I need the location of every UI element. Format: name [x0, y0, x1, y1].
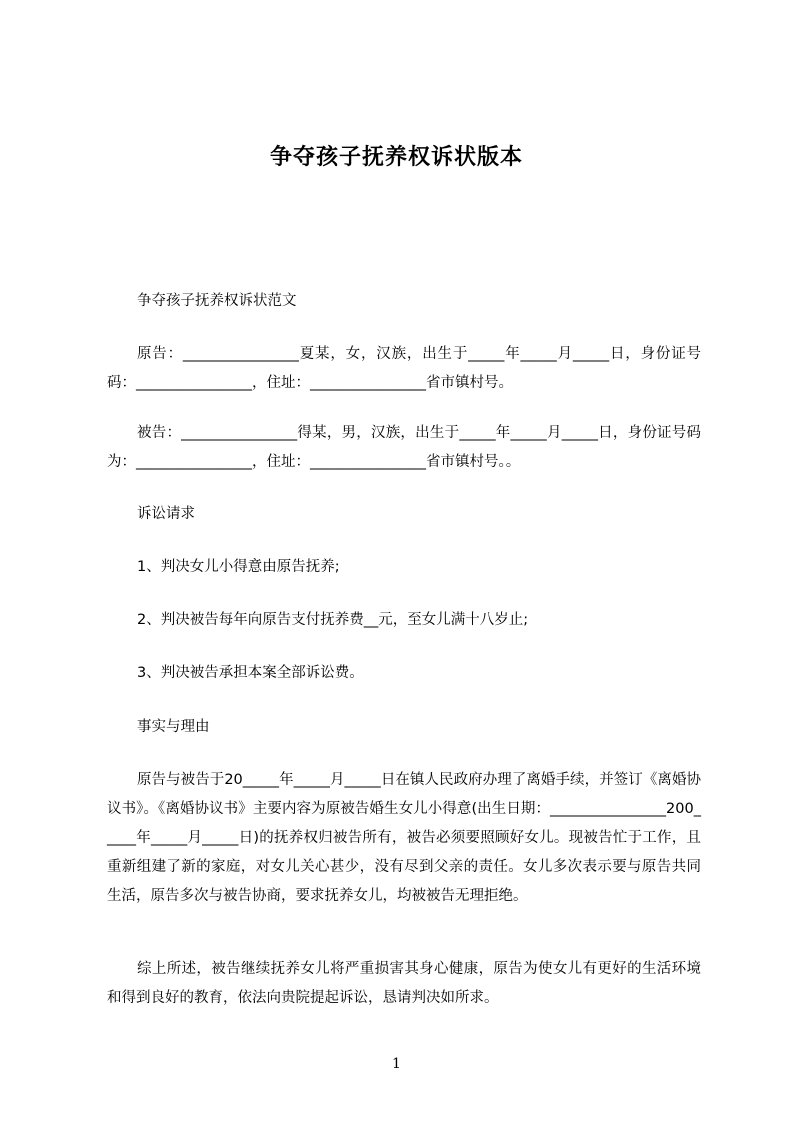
document-title: 争夺孩子抚养权诉状版本 — [269, 145, 523, 170]
conclusion-paragraph: 综上所述，被告继续抚养女儿将严重损害其身心健康，原告为使女儿有更好的生活环境和得到良好的教育，依法向贵院提起诉讼，恳请判决如所求。 — [107, 961, 701, 1006]
page-number: 1 — [392, 1056, 401, 1072]
plaintiff-paragraph: 原告：________________夏某，女，汉族，出生于_____年_____月_____日，身份证号码：________________，住址：________________省市镇村号。 — [107, 346, 701, 391]
claim-item-3: 3、判决被告承担本案全部诉讼费。 — [137, 665, 364, 681]
claims-heading: 诉讼请求 — [137, 506, 195, 522]
claim-item-2: 2、判决被告每年向原告支付抚养费__元，至女儿满十八岁止; — [137, 612, 529, 628]
facts-heading: 事实与理由 — [137, 719, 210, 735]
subtitle-paragraph: 争夺孩子抚养权诉状范文 — [137, 293, 297, 309]
defendant-paragraph: 被告：________________得某，男，汉族，出生于_____年_____月_____日，身份证号码为：________________，住址：________________省市镇村号。。 — [107, 425, 701, 470]
facts-paragraph: 原告与被告于20_____年_____月_____日在镇人民政府办理了离婚手续，并签订《离婚协议书》。《离婚协议书》主要内容为原被告婚生女儿小得意(出生日期：________________200_____年_____月_____日)的抚养权归被告所有，被告必须要照顾好女儿。现被告忙于工作，且重新组建了新的家庭，对女儿关心甚少，没有尽到父亲的责任。女儿多次表示要与原告共同生活，原告多次与被告协商，要求抚养女儿，均被被告无理拒绝。 — [107, 772, 701, 904]
claim-item-1: 1、判决女儿小得意由原告抚养; — [137, 559, 340, 575]
